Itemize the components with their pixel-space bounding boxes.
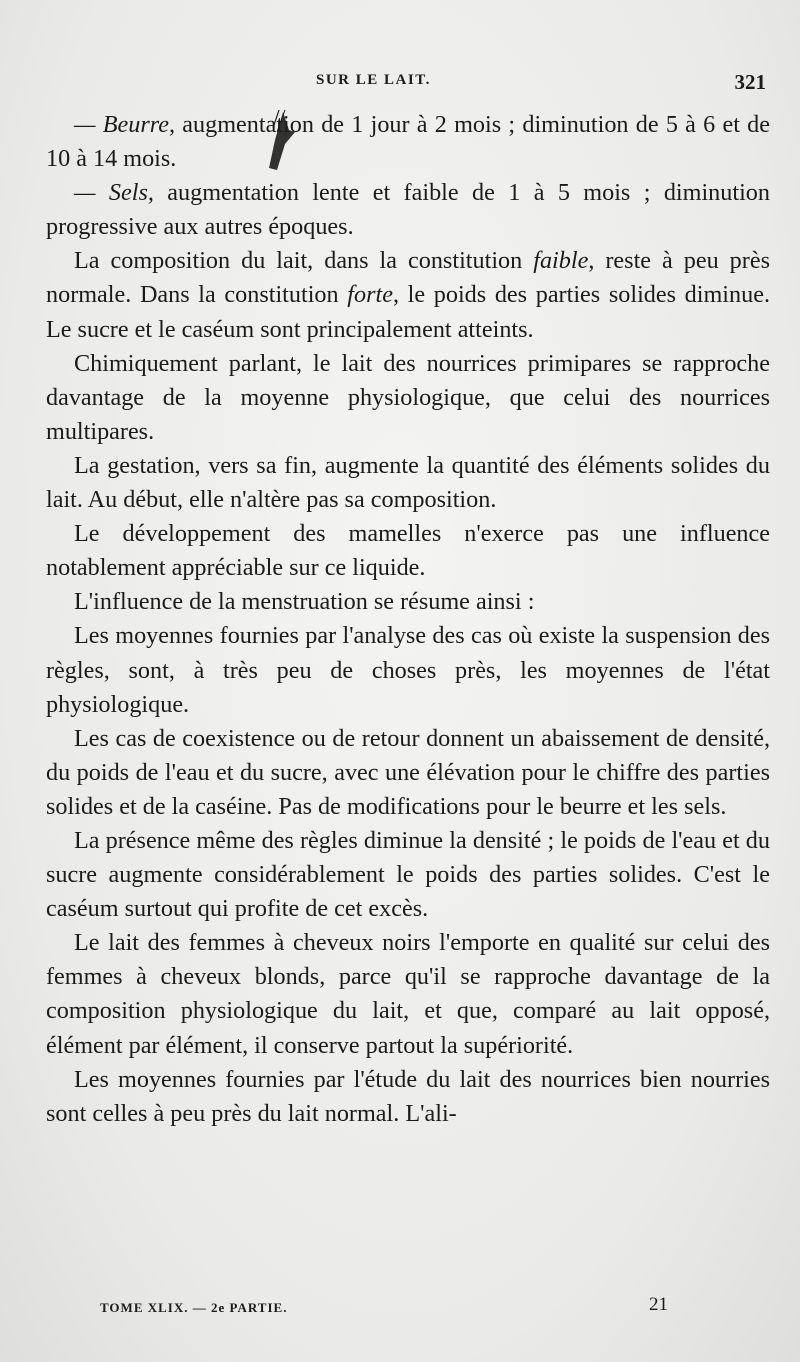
emphasis-faible: faible <box>533 247 589 275</box>
page-number: 321 <box>734 70 766 94</box>
paragraph-primipares: Chimiquement parlant, le lait des nourrices primipares se rapproche davantage de la moyenne physiologique, que celui des nourrices multipares. <box>46 349 770 445</box>
paragraph-constitution <box>46 244 770 346</box>
paragraph-beurre <box>46 108 770 176</box>
paragraph-menstruation: L'influence de la menstruation se résume ainsi : <box>74 588 535 616</box>
page-footer <box>100 1294 668 1318</box>
paragraph-gestation: La gestation, vers sa fin, augmente la quantité des éléments solides du lait. Au début, elle n'altère pas sa composition. <box>46 451 770 514</box>
paragraph-coexistence: Les cas de coexistence ou de retour donnent un abaissement de densité, du poids de l'eau et du sucre, avec une élévation pour le chiffre des parties solides et de la caséine. Pas de modifications pour le beurre et les sels. <box>46 724 770 820</box>
emphasis-forte: forte <box>347 281 393 309</box>
paragraph-text: , le poids des parties solides diminue. Le sucre et le caséum sont principalement atteints. <box>46 281 770 343</box>
paragraph-nourrices: Les moyennes fournies par l'étude du lait des nourrices bien nourries sont celles à peu près du lait normal. L'ali- <box>46 1065 770 1127</box>
paragraph-text: La composition du lait, dans la constitution <box>74 247 534 275</box>
paragraph-mamelles: Le développement des mamelles n'exerce pas une influence notablement appréciable sur ce liquide. <box>46 520 770 582</box>
page-header <box>46 72 766 100</box>
paragraph-presence-regles: La présence même des règles diminue la densité ; le poids de l'eau et du sucre augmente considérablement le poids des parties solides. C'est le caséum surtout qui profite de cet excès. <box>46 826 770 923</box>
paragraph-text: augmentation lente et faible de 1 à 5 mois ; diminution progressive aux autres époques. <box>46 179 770 241</box>
signature-mark: 21 <box>649 1294 668 1315</box>
paragraph-text: , reste à peu près normale. Dans la constitution <box>46 247 770 309</box>
paragraph-text: augmentation de 1 jour à 2 mois ; diminution de 5 à 6 et de 10 à 14 mois. <box>46 111 770 173</box>
body-text <box>46 108 770 1131</box>
paragraph-suspension: Les moyennes fournies par l'analyse des cas où existe la suspension des règles, sont, à très peu de choses près, les moyennes de l'état physiologique. <box>46 622 770 718</box>
paragraph-sels <box>46 176 770 244</box>
footer-volume: TOME XLIX. — 2e PARTIE. <box>100 1300 288 1315</box>
paragraph-cheveux: Le lait des femmes à cheveux noirs l'emporte en qualité sur celui des femmes à cheveux blonds, parce qu'il se rapproche davantage de la composition physiologique du lait, et que, comparé au lait opposé, élément par élément, il conserve partout la supériorité. <box>46 929 770 1059</box>
paragraph-lead: — Beurre, <box>74 111 176 138</box>
running-head: SUR LE LAIT. <box>316 72 431 88</box>
paragraph-lead: — Sels, <box>74 179 154 207</box>
